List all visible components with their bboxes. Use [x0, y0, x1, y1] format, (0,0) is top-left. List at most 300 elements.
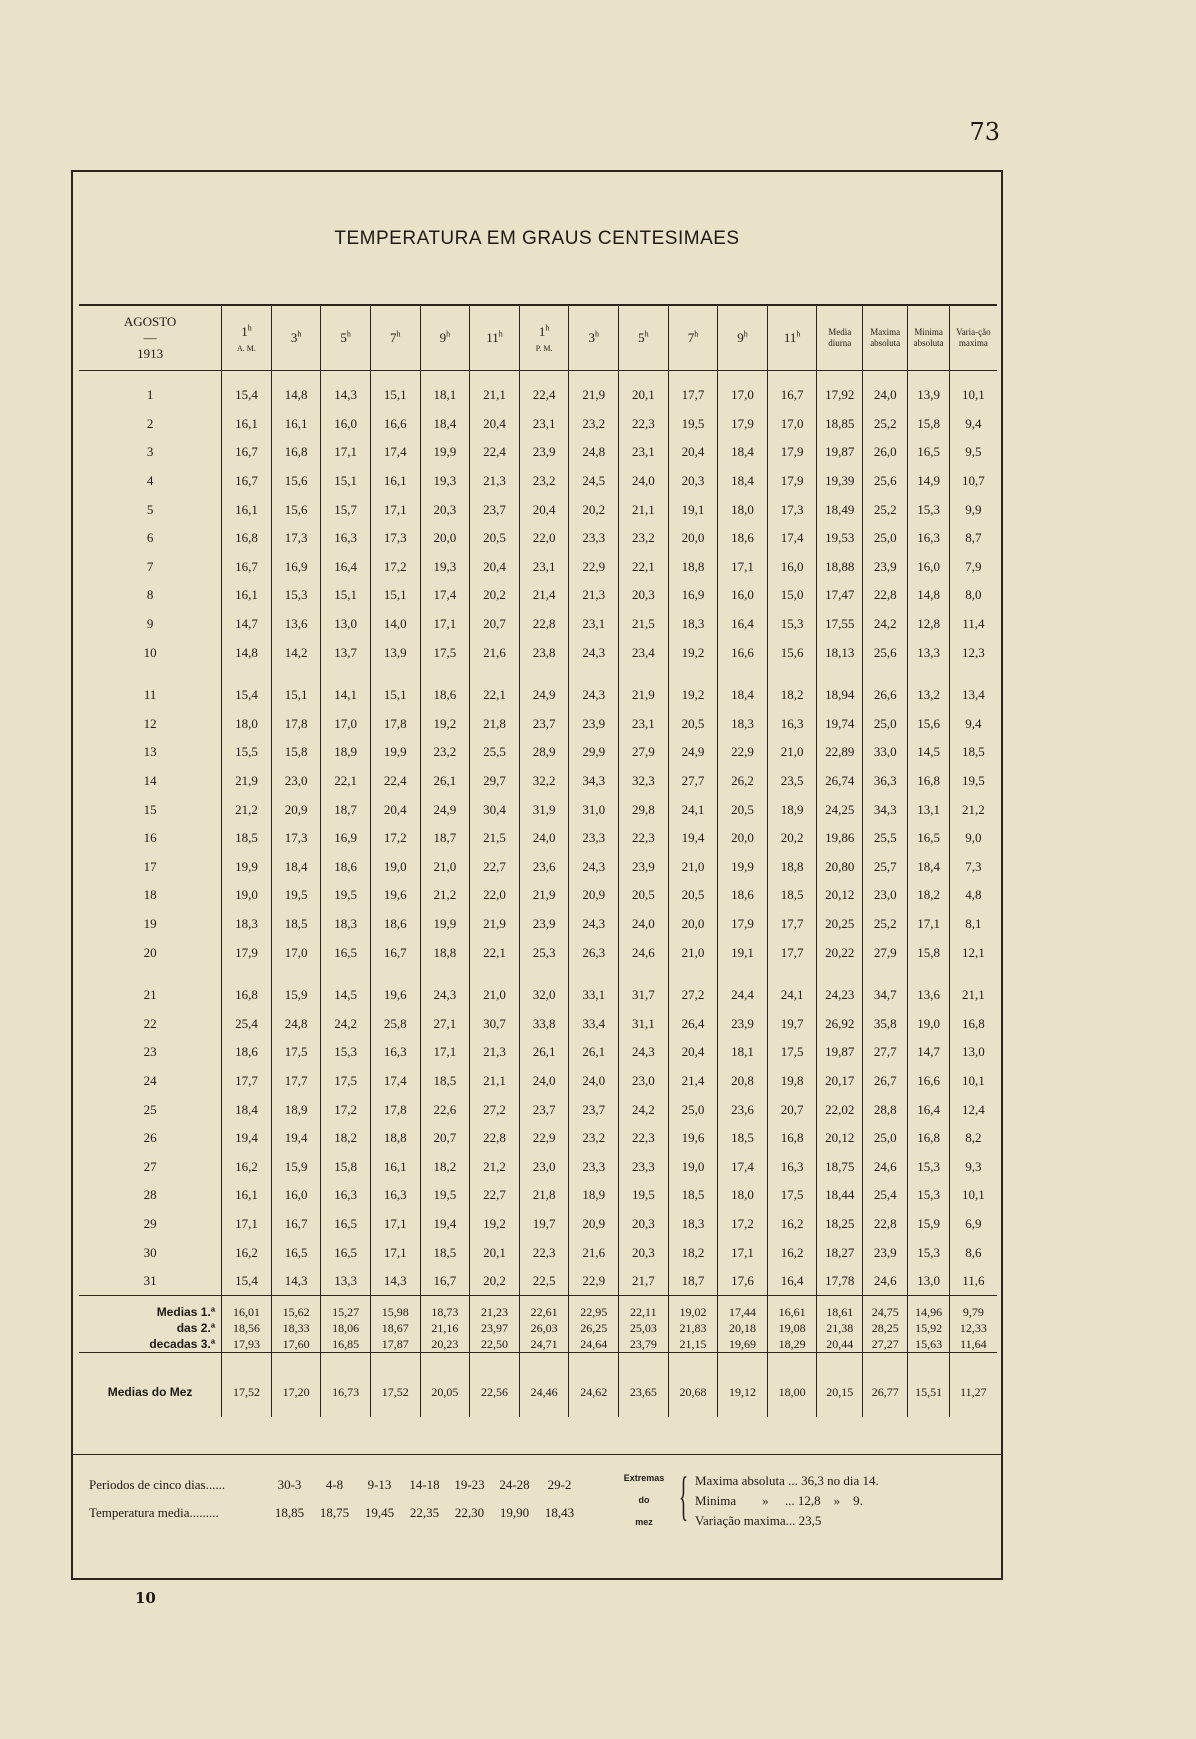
hour-label: 3$^h$: [588, 329, 599, 346]
table-cell: 14,3: [370, 1267, 420, 1296]
table-cell: 20,3: [668, 467, 718, 496]
table-cell: 22,61: [519, 1296, 569, 1321]
table-cell: 19,0: [370, 853, 420, 882]
table-cell: 15,9: [271, 967, 321, 1010]
table-cell: 18,6: [370, 910, 420, 939]
month-average-row: [79, 1353, 997, 1418]
table-cell: 19,1: [718, 938, 768, 967]
table-cell: 16,01: [222, 1296, 272, 1321]
table-cell: 21,0: [470, 967, 520, 1010]
table-cell: 18,1: [718, 1038, 768, 1067]
table-cell: 12,33: [949, 1320, 997, 1336]
hour-label: 7$^h$: [390, 329, 401, 346]
table-cell: 11,64: [949, 1336, 997, 1353]
table-cell: 17,20: [271, 1353, 321, 1418]
table-cell: 20,12: [817, 1124, 862, 1153]
table-cell: 17,3: [271, 824, 321, 853]
table-cell: 24,3: [619, 1038, 669, 1067]
table-cell: 17,5: [321, 1067, 371, 1096]
table-cell: 15,7: [321, 495, 371, 524]
table-cell: 23,3: [569, 824, 619, 853]
table-cell: 24,6: [619, 938, 669, 967]
table-cell: 26,4: [668, 1009, 718, 1038]
table-cell: 20,7: [470, 610, 520, 639]
table-cell: 21,9: [619, 667, 669, 710]
hour-label: 7$^h$: [687, 329, 699, 346]
table-cell: 20,17: [817, 1067, 862, 1096]
table-cell: 20,2: [767, 824, 817, 853]
table-cell: 17,0: [767, 410, 817, 439]
table-cell: 19,87: [817, 438, 862, 467]
footer-section: [73, 1454, 1001, 1575]
table-cell: 19,2: [668, 667, 718, 710]
table-cell: 23,6: [519, 853, 569, 882]
table-row: [79, 967, 997, 1010]
table-cell: 23,9: [519, 910, 569, 939]
table-cell: 20,4: [470, 410, 520, 439]
table-cell: 18,8: [420, 938, 470, 967]
table-cell: 16,7: [222, 553, 272, 582]
hour-label: 1$^h$: [538, 323, 550, 339]
table-cell: 11,27: [949, 1353, 997, 1418]
header-hour: [271, 305, 321, 371]
table-cell: 25,5: [862, 824, 907, 853]
table-cell: 18,2: [767, 667, 817, 710]
table-cell: 21,2: [470, 1152, 520, 1181]
table-cell: 23,2: [569, 1124, 619, 1153]
table-cell: 15,63: [908, 1336, 949, 1353]
table-cell: 16,5: [908, 824, 949, 853]
table-cell: 23,9: [569, 710, 619, 739]
table-cell: 24,0: [519, 824, 569, 853]
table-cell: 22,95: [569, 1296, 619, 1321]
row-label: Medias do Mez: [79, 1353, 222, 1418]
table-cell: 22,6: [420, 1095, 470, 1124]
table-cell: 18,0: [718, 495, 768, 524]
table-cell: 18,8: [370, 1124, 420, 1153]
table-cell: 20,4: [668, 1038, 718, 1067]
table-cell: 20,0: [420, 524, 470, 553]
table-cell: 19,5: [949, 767, 997, 796]
table-cell: 22,8: [519, 610, 569, 639]
period-value: 4-8: [325, 1477, 344, 1492]
table-cell: 22,1: [470, 938, 520, 967]
header-month-year: [79, 305, 222, 371]
table-cell: 10,1: [949, 371, 997, 410]
table-cell: 24,8: [271, 1009, 321, 1038]
table-cell: 18,44: [817, 1181, 862, 1210]
table-cell: 17,52: [222, 1353, 272, 1418]
table-cell: 24,71: [519, 1336, 569, 1353]
table-cell: 25,7: [862, 853, 907, 882]
row-label: 23: [143, 1044, 157, 1060]
table-cell: 8,0: [949, 581, 997, 610]
table-cell: 26,3: [569, 938, 619, 967]
table-cell: 18,8: [668, 553, 718, 582]
table-cell: 13,6: [271, 610, 321, 639]
table-cell: 33,4: [569, 1009, 619, 1038]
table-row: [79, 1267, 997, 1296]
table-cell: 22,4: [470, 438, 520, 467]
table-frame: [71, 170, 1003, 1580]
table-cell: 27,9: [862, 938, 907, 967]
temp-value: 18,43: [544, 1505, 575, 1520]
table-cell: 21,0: [420, 853, 470, 882]
table-cell: 21,6: [569, 1238, 619, 1267]
table-cell: 18,3: [321, 910, 371, 939]
table-cell: 23,7: [519, 710, 569, 739]
table-cell: 6,9: [949, 1210, 997, 1239]
table-cell: 18,9: [569, 1181, 619, 1210]
table-cell: 21,83: [668, 1320, 718, 1336]
table-cell: 16,0: [718, 581, 768, 610]
table-cell: 15,62: [271, 1296, 321, 1321]
table-cell: 25,6: [862, 467, 907, 496]
table-row: [79, 938, 997, 967]
table-cell: 19,86: [817, 824, 862, 853]
row-label: 27: [143, 1158, 157, 1174]
table-cell: 24,6: [862, 1152, 907, 1181]
table-cell: 18,4: [718, 667, 768, 710]
table-cell: 17,5: [767, 1181, 817, 1210]
table-cell: 24,8: [569, 438, 619, 467]
bottom-number: 10: [135, 1589, 156, 1607]
table-row: [79, 438, 997, 467]
table-cell: 15,27: [321, 1296, 371, 1321]
table-row: [79, 467, 997, 496]
table-cell: 23,7: [470, 495, 520, 524]
pm-label: P. M.: [535, 343, 553, 353]
table-cell: 16,73: [321, 1353, 371, 1418]
table-cell: 15,0: [767, 581, 817, 610]
row-label: 25: [143, 1101, 157, 1117]
table-cell: 23,6: [718, 1095, 768, 1124]
row-label: 16: [143, 830, 157, 846]
table-cell: 14,8: [222, 638, 272, 667]
table-row: [79, 581, 997, 610]
table-cell: 25,0: [668, 1095, 718, 1124]
table-cell: 20,4: [470, 553, 520, 582]
table-cell: 36,3: [862, 767, 907, 796]
table-cell: 14,0: [370, 610, 420, 639]
table-cell: 15,1: [321, 467, 371, 496]
periods-label: Periodos de cinco dias......: [89, 1477, 226, 1492]
table-cell: 31,9: [519, 795, 569, 824]
table-cell: 33,1: [569, 967, 619, 1010]
table-cell: 22,50: [470, 1336, 520, 1353]
table-cell: 18,6: [718, 881, 768, 910]
table-cell: 15,3: [908, 1152, 949, 1181]
table-cell: 23,1: [619, 710, 669, 739]
table-row: [79, 1009, 997, 1038]
table-cell: 17,60: [271, 1336, 321, 1353]
am-label: A. M.: [237, 343, 256, 353]
table-cell: 19,2: [470, 1210, 520, 1239]
table-cell: 20,3: [619, 1210, 669, 1239]
table-cell: 17,5: [271, 1038, 321, 1067]
table-cell: 17,6: [718, 1267, 768, 1296]
table-cell: 17,87: [370, 1336, 420, 1353]
table-cell: 17,7: [668, 371, 718, 410]
table-cell: 23,9: [519, 438, 569, 467]
table-cell: 21,1: [619, 495, 669, 524]
table-cell: 19,4: [271, 1124, 321, 1153]
table-cell: 19,9: [420, 438, 470, 467]
table-cell: 18,8: [767, 853, 817, 882]
table-cell: 25,3: [519, 938, 569, 967]
table-cell: 23,8: [519, 638, 569, 667]
table-cell: 31,7: [619, 967, 669, 1010]
table-cell: 23,5: [767, 767, 817, 796]
table-cell: 25,2: [862, 910, 907, 939]
row-label: 30: [143, 1244, 157, 1260]
table-cell: 14,5: [321, 967, 371, 1010]
table-cell: 20,4: [370, 795, 420, 824]
table-cell: 18,3: [718, 710, 768, 739]
table-cell: 22,1: [470, 667, 520, 710]
table-cell: 19,4: [222, 1124, 272, 1153]
table-cell: 15,1: [271, 667, 321, 710]
table-cell: 23,2: [569, 410, 619, 439]
table-cell: 19,2: [668, 638, 718, 667]
table-cell: 17,93: [222, 1336, 272, 1353]
table-cell: 10,1: [949, 1067, 997, 1096]
table-cell: 17,8: [370, 1095, 420, 1124]
table-cell: 24,46: [519, 1353, 569, 1418]
table-cell: 15,3: [908, 495, 949, 524]
table-cell: 35,8: [862, 1009, 907, 1038]
table-cell: 24,9: [519, 667, 569, 710]
table-cell: 22,89: [817, 738, 862, 767]
table-cell: 17,9: [767, 467, 817, 496]
table-cell: 25,03: [619, 1320, 669, 1336]
row-label: 22: [143, 1015, 157, 1031]
table-cell: 31,0: [569, 795, 619, 824]
header-dash: —: [143, 330, 157, 345]
table-cell: 23,0: [519, 1152, 569, 1181]
table-cell: 24,0: [619, 467, 669, 496]
table-cell: 15,6: [271, 467, 321, 496]
row-label: 13: [143, 744, 157, 760]
table-cell: 23,2: [420, 738, 470, 767]
header-hour: [767, 305, 817, 371]
table-cell: 18,5: [949, 738, 997, 767]
table-cell: 15,3: [767, 610, 817, 639]
table-cell: 18,4: [271, 853, 321, 882]
header-hour: [470, 305, 520, 371]
table-cell: 18,7: [321, 795, 371, 824]
table-cell: 24,62: [569, 1353, 619, 1418]
table-cell: 20,2: [470, 1267, 520, 1296]
header-year: 1913: [137, 346, 164, 361]
table-cell: 13,6: [908, 967, 949, 1010]
period-value: 29-2: [547, 1477, 572, 1492]
table-cell: 8,6: [949, 1238, 997, 1267]
header-hour: [668, 305, 718, 371]
table-cell: 12,8: [908, 610, 949, 639]
table-cell: 15,3: [908, 1238, 949, 1267]
table-cell: 31,1: [619, 1009, 669, 1038]
table-cell: 16,7: [222, 438, 272, 467]
table-cell: 21,9: [569, 371, 619, 410]
table-cell: 22,3: [619, 1124, 669, 1153]
table-cell: 16,1: [370, 1152, 420, 1181]
table-cell: 24,25: [817, 795, 862, 824]
decade-row: [79, 1320, 997, 1336]
table-cell: 32,3: [619, 767, 669, 796]
row-label: 18: [143, 887, 157, 903]
table-cell: 19,12: [718, 1353, 768, 1418]
table-row: [79, 371, 997, 410]
table-cell: 17,92: [817, 371, 862, 410]
table-cell: 15,1: [321, 581, 371, 610]
table-cell: 18,0: [222, 710, 272, 739]
table-cell: 23,1: [619, 438, 669, 467]
table-title: TEMPERATURA EM GRAUS CENTESIMAES: [334, 228, 740, 249]
row-label: 2: [146, 415, 154, 431]
table-cell: 14,1: [321, 667, 371, 710]
table-cell: 9,5: [949, 438, 997, 467]
period-value: 24-28: [499, 1477, 530, 1492]
table-row: [79, 553, 997, 582]
header-hour: [222, 305, 272, 371]
table-cell: 18,13: [817, 638, 862, 667]
table-cell: 20,1: [470, 1238, 520, 1267]
table-cell: 10,7: [949, 467, 997, 496]
table-cell: 24,64: [569, 1336, 619, 1353]
table-cell: 16,0: [767, 553, 817, 582]
table-cell: 19,0: [908, 1009, 949, 1038]
extremes-title-2: do: [638, 1495, 650, 1505]
table-cell: 20,9: [569, 1210, 619, 1239]
table-cell: 21,3: [470, 1038, 520, 1067]
table-cell: 15,8: [908, 938, 949, 967]
table-cell: 19,5: [420, 1181, 470, 1210]
row-label: 26: [143, 1130, 157, 1146]
table-cell: 21,16: [420, 1320, 470, 1336]
table-cell: 17,7: [767, 938, 817, 967]
table-cell: 16,3: [370, 1038, 420, 1067]
table-cell: 16,1: [271, 410, 321, 439]
table-cell: 21,0: [767, 738, 817, 767]
table-cell: 20,05: [420, 1353, 470, 1418]
table-cell: 18,25: [817, 1210, 862, 1239]
table-cell: 16,1: [222, 410, 272, 439]
table-cell: 20,25: [817, 910, 862, 939]
table-cell: 21,4: [519, 581, 569, 610]
table-cell: 28,25: [862, 1320, 907, 1336]
table-cell: 13,2: [908, 667, 949, 710]
table-cell: 17,1: [370, 495, 420, 524]
table-row: [79, 853, 997, 882]
table-cell: 17,2: [718, 1210, 768, 1239]
table-cell: 23,1: [519, 410, 569, 439]
table-cell: 16,7: [222, 467, 272, 496]
table-cell: 16,2: [222, 1152, 272, 1181]
table-cell: 21,2: [222, 795, 272, 824]
table-cell: 20,5: [668, 710, 718, 739]
temp-media-label: Temperatura media.........: [89, 1505, 219, 1520]
table-cell: 18,85: [817, 410, 862, 439]
table-cell: 16,6: [908, 1067, 949, 1096]
table-cell: 10,1: [949, 1181, 997, 1210]
table-cell: 18,5: [718, 1124, 768, 1153]
table-cell: 17,4: [370, 438, 420, 467]
extremes-list: [695, 1471, 879, 1531]
table-cell: 18,3: [668, 610, 718, 639]
table-cell: 20,5: [668, 881, 718, 910]
table-cell: 11,4: [949, 610, 997, 639]
table-cell: 18,5: [271, 910, 321, 939]
table-cell: 21,9: [519, 881, 569, 910]
header-media-diurna: Media diurna: [817, 305, 862, 371]
table-cell: 13,0: [949, 1038, 997, 1067]
table-cell: 7,9: [949, 553, 997, 582]
table-cell: 18,61: [817, 1296, 862, 1321]
row-label: 5: [146, 501, 154, 517]
table-cell: 16,0: [908, 553, 949, 582]
table-cell: 19,3: [420, 553, 470, 582]
row-label: 17: [143, 858, 157, 874]
table-cell: 12,1: [949, 938, 997, 967]
table-cell: 20,80: [817, 853, 862, 882]
table-cell: 16,6: [718, 638, 768, 667]
table-cell: 18,6: [420, 667, 470, 710]
table-cell: 21,2: [420, 881, 470, 910]
table-cell: 16,7: [271, 1210, 321, 1239]
table-cell: 15,4: [222, 667, 272, 710]
table-cell: 27,1: [420, 1009, 470, 1038]
table-cell: 21,23: [470, 1296, 520, 1321]
table-cell: 14,3: [271, 1267, 321, 1296]
row-label: 14: [143, 773, 157, 789]
row-label: 15: [143, 801, 157, 817]
table-cell: 19,4: [668, 824, 718, 853]
table-cell: 9,9: [949, 495, 997, 524]
table-cell: 20,15: [817, 1353, 862, 1418]
temp-value: 18,85: [274, 1505, 305, 1520]
table-cell: 26,1: [569, 1038, 619, 1067]
table-cell: 25,0: [862, 710, 907, 739]
hour-label: 5$^h$: [340, 329, 351, 346]
table-cell: 16,4: [718, 610, 768, 639]
hour-label: 1$^h$: [241, 323, 252, 339]
table-cell: 23,9: [619, 853, 669, 882]
table-cell: 16,9: [668, 581, 718, 610]
table-cell: 22,1: [321, 767, 371, 796]
table-cell: 22,11: [619, 1296, 669, 1321]
table-cell: 24,23: [817, 967, 862, 1010]
table-cell: 18,88: [817, 553, 862, 582]
table-cell: 24,5: [569, 467, 619, 496]
table-cell: 17,44: [718, 1296, 768, 1321]
table-cell: 25,0: [862, 524, 907, 553]
table-row: [79, 910, 997, 939]
table-cell: 16,5: [908, 438, 949, 467]
table-cell: 17,1: [222, 1210, 272, 1239]
table-cell: 18,5: [420, 1238, 470, 1267]
table-cell: 17,7: [767, 910, 817, 939]
table-cell: 24,1: [668, 795, 718, 824]
table-cell: 14,7: [222, 610, 272, 639]
table-cell: 33,0: [862, 738, 907, 767]
table-cell: 20,4: [519, 495, 569, 524]
table-cell: 19,02: [668, 1296, 718, 1321]
row-label: 28: [143, 1187, 157, 1203]
table-cell: 17,2: [370, 824, 420, 853]
row-label: das 2.ª: [176, 1321, 216, 1336]
table-cell: 18,4: [718, 438, 768, 467]
